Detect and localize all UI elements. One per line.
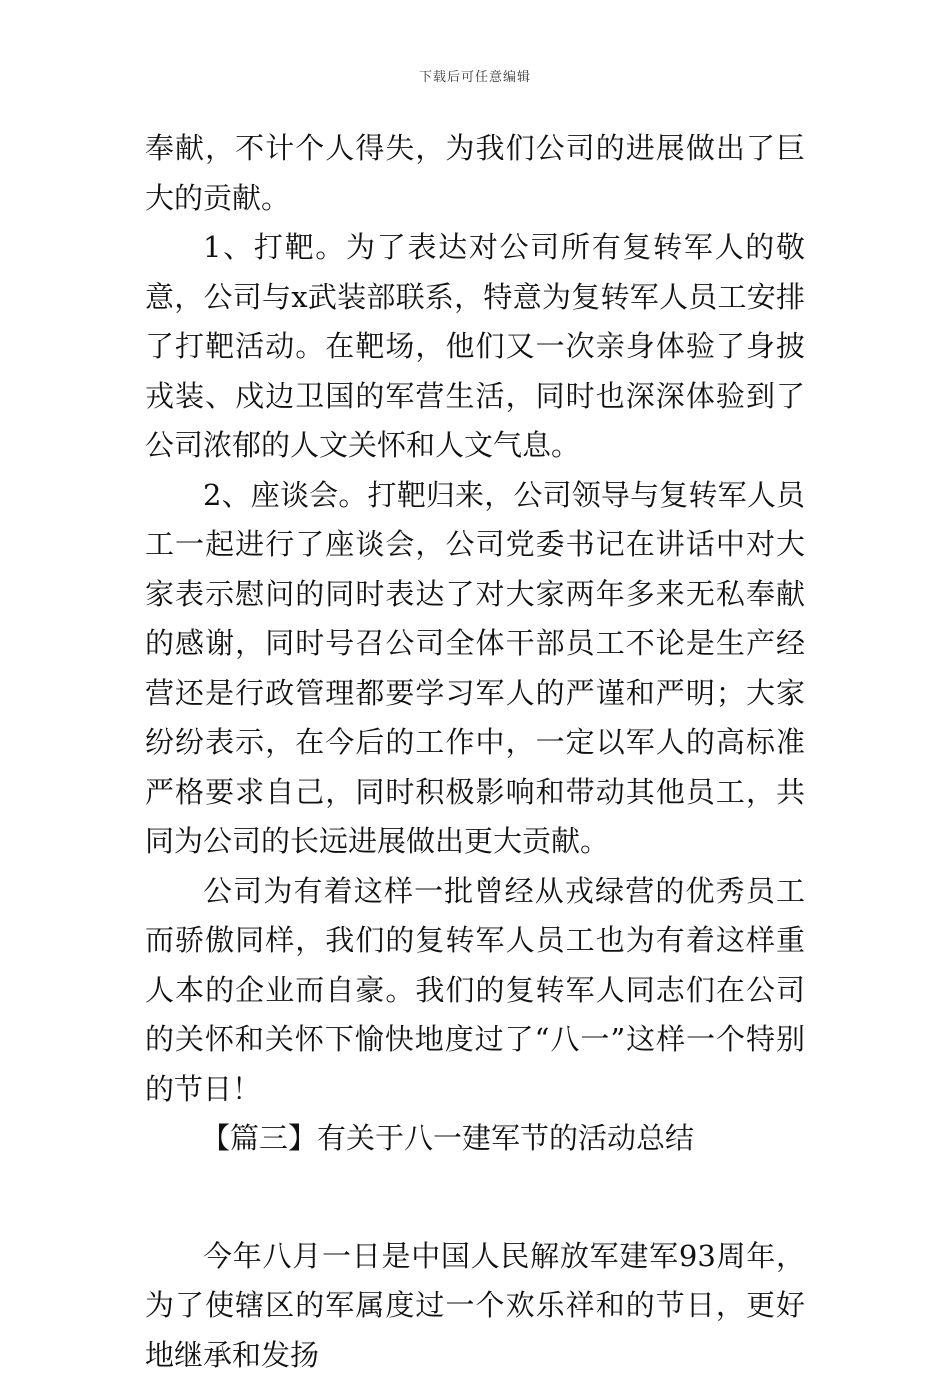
section-spacer	[145, 1164, 805, 1232]
paragraph-section-intro: 今年八月一日是中国人民解放军建军93周年，为了使辖区的军属度过一个欢乐祥和的节日，更好地继承和发扬	[145, 1232, 805, 1380]
document-body	[145, 124, 805, 1380]
paragraph-company-pride: 公司为有着这样一批曾经从戎绿营的优秀员工而骄傲同样，我们的复转军人员工也为有着这样重人本的企业而自豪。我们的复转军人同志们在公司的关怀和关怀下愉快地度过了“八一”这样一个特别的节日！	[145, 867, 805, 1115]
page-header-note: 下载后可任意编辑	[0, 66, 950, 85]
paragraph-symposium: 2、座谈会。打靶归来，公司领导与复转军人员工一起进行了座谈会，公司党委书记在讲话中对大家表示慰问的同时表达了对大家两年多来无私奉献的感谢，同时号召公司全体干部员工不论是生产经营还是行政管理都要学习军人的严谨和严明；大家纷纷表示，在今后的工作中，一定以军人的高标准严格要求自己，同时积极影响和带动其他员工，共同为公司的长远进展做出更大贡献。	[145, 471, 805, 867]
section-heading: 【篇三】有关于八一建军节的活动总结	[145, 1114, 805, 1164]
paragraph-target-shooting: 1、打靶。为了表达对公司所有复转军人的敬意，公司与x武装部联系，特意为复转军人员工安排了打靶活动。在靶场，他们又一次亲身体验了身披戎装、戍边卫国的军营生活，同时也深深体验到了公司浓郁的人文关怀和人文气息。	[145, 223, 805, 471]
paragraph-continuation: 奉献，不计个人得失，为我们公司的进展做出了巨大的贡献。	[145, 124, 805, 223]
